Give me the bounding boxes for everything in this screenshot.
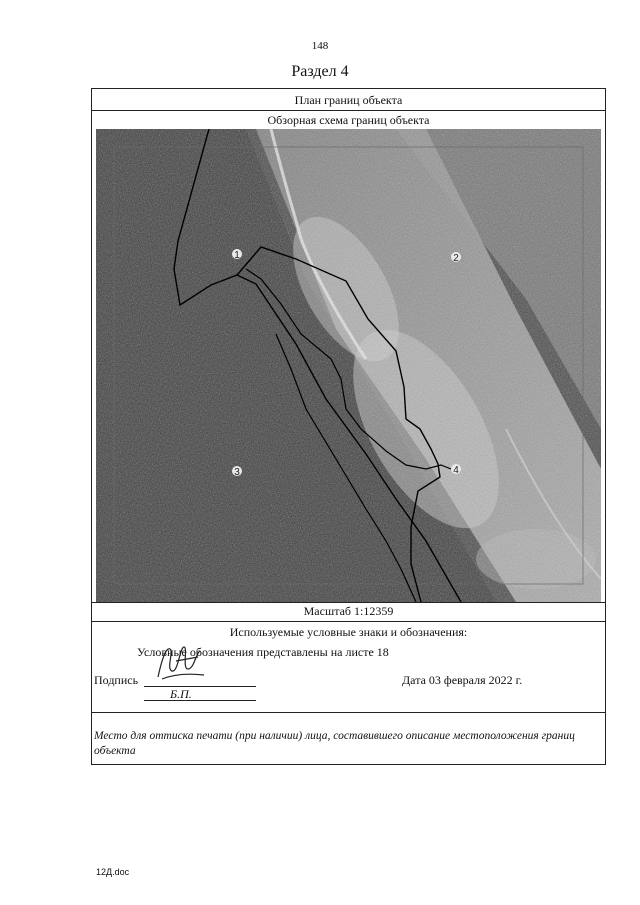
page-number: 148	[311, 40, 329, 52]
map-scale: Масштаб 1:12359	[303, 604, 394, 618]
map-point-label: 1	[234, 250, 240, 261]
map-point-label: 4	[453, 465, 459, 476]
file-name: 12Д.doc	[96, 867, 130, 877]
overview-map	[96, 129, 601, 602]
map-point-label: 2	[453, 253, 459, 264]
table-header: План границ объекта	[294, 93, 403, 107]
table-subheader: Обзорная схема границ объекта	[267, 113, 430, 127]
document-date: Дата 03 февраля 2022 г.	[402, 673, 523, 687]
signature-name-line	[144, 700, 256, 701]
signature-name: Б.П.	[170, 687, 192, 701]
map-svg	[96, 129, 601, 602]
legend-text: Условные обозначения представлены на листе 18	[137, 645, 389, 659]
handwritten-signature	[152, 639, 212, 687]
map-point-label: 3	[234, 467, 240, 478]
legend-title: Используемые условные знаки и обозначения:	[229, 625, 468, 639]
stamp-placeholder-note: Место для оттиска печати (при наличии) лица, составившего описание местоположения границ объекта	[94, 730, 575, 757]
section-title: Раздел 4	[291, 63, 349, 80]
signature-label: Подпись	[94, 673, 139, 687]
boundary-plan-table	[91, 88, 606, 765]
